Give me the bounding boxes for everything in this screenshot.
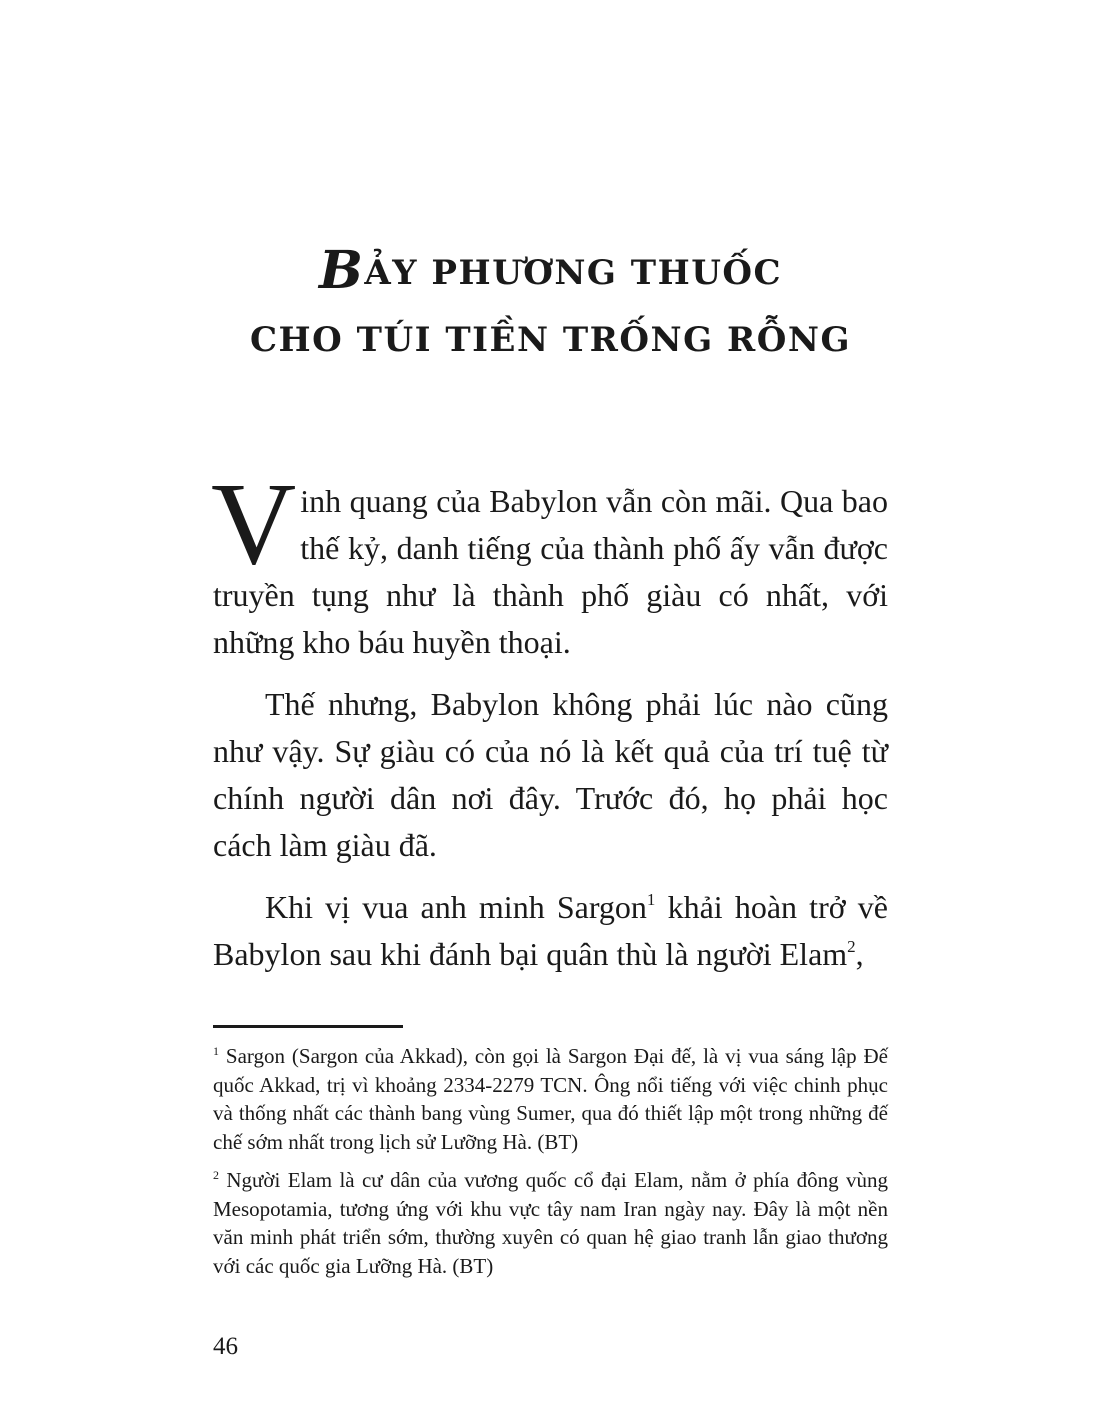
paragraph-2: Thế nhưng, Babylon không phải lúc nào cũng như vậy. Sự giàu có của nó là kết quả của trí tuệ từ chính người dân nơi đây. Trước đó, họ phải học cách làm giàu đã. — [213, 686, 888, 863]
footnote-ref-1[interactable]: 1 — [646, 890, 656, 909]
footnote-1 — [213, 1042, 888, 1156]
body-text — [211, 458, 889, 978]
title-line-1-text: ẢY PHƯƠNG THUỐC — [364, 253, 783, 293]
chapter-title-line-1 — [213, 240, 888, 301]
chapter-title-line-2: CHO TÚI TIỀN TRỐNG RỖNG — [250, 320, 851, 360]
footnote-1-marker: 1 — [213, 1044, 219, 1058]
paragraph-3-text-a: Khi vị vua anh minh Sargon — [265, 889, 647, 925]
footnote-ref-2[interactable]: 2 — [847, 937, 856, 956]
footnote-divider — [213, 1025, 403, 1028]
paragraph-3 — [213, 884, 888, 978]
paragraph-1-text: inh quang của Babylon vẫn còn mãi. Qua bao thế kỷ, danh tiếng của thành phố ấy vẫn được truyền tụng như là thành phố giàu có nhất, với những kho báu huyền thoại. — [213, 483, 888, 660]
footnote-2-marker: 2 — [213, 1168, 219, 1182]
chapter-title — [213, 240, 888, 360]
paragraph-3-text-b: khải hoàn trở về Babylon sau khi đánh bại quân thù là người Elam — [213, 889, 889, 972]
footnote-2 — [213, 1166, 888, 1280]
drop-cap: V — [211, 458, 297, 589]
footnotes — [213, 1042, 888, 1290]
paragraph-3-text-c: , — [855, 936, 864, 972]
footnote-1-text: Sargon (Sargon của Akkad), còn gọi là Sargon Đại đế, là vị vua sáng lập Đế quốc Akkad, trị vì khoảng 2334-2279 TCN. Ông nổi tiếng với việc chinh phục và thống nhất các thành bang vùng Sumer, qua đó thiết lập một trong những đế chế sớm nhất trong lịch sử Lưỡng Hà. (BT) — [213, 1044, 888, 1154]
paragraph-1 — [211, 458, 888, 666]
page-number: 46 — [213, 1333, 238, 1360]
title-initial: B — [318, 240, 365, 301]
footnote-2-text: Người Elam là cư dân của vương quốc cổ đại Elam, nằm ở phía đông vùng Mesopotamia, tương ứng với khu vực tây nam Iran ngày nay. Đây là một nền văn minh phát triển sớm, thường xuyên có quan hệ giao tranh lẫn giao thương với các quốc gia Lưỡng Hà. (BT) — [213, 1168, 888, 1278]
